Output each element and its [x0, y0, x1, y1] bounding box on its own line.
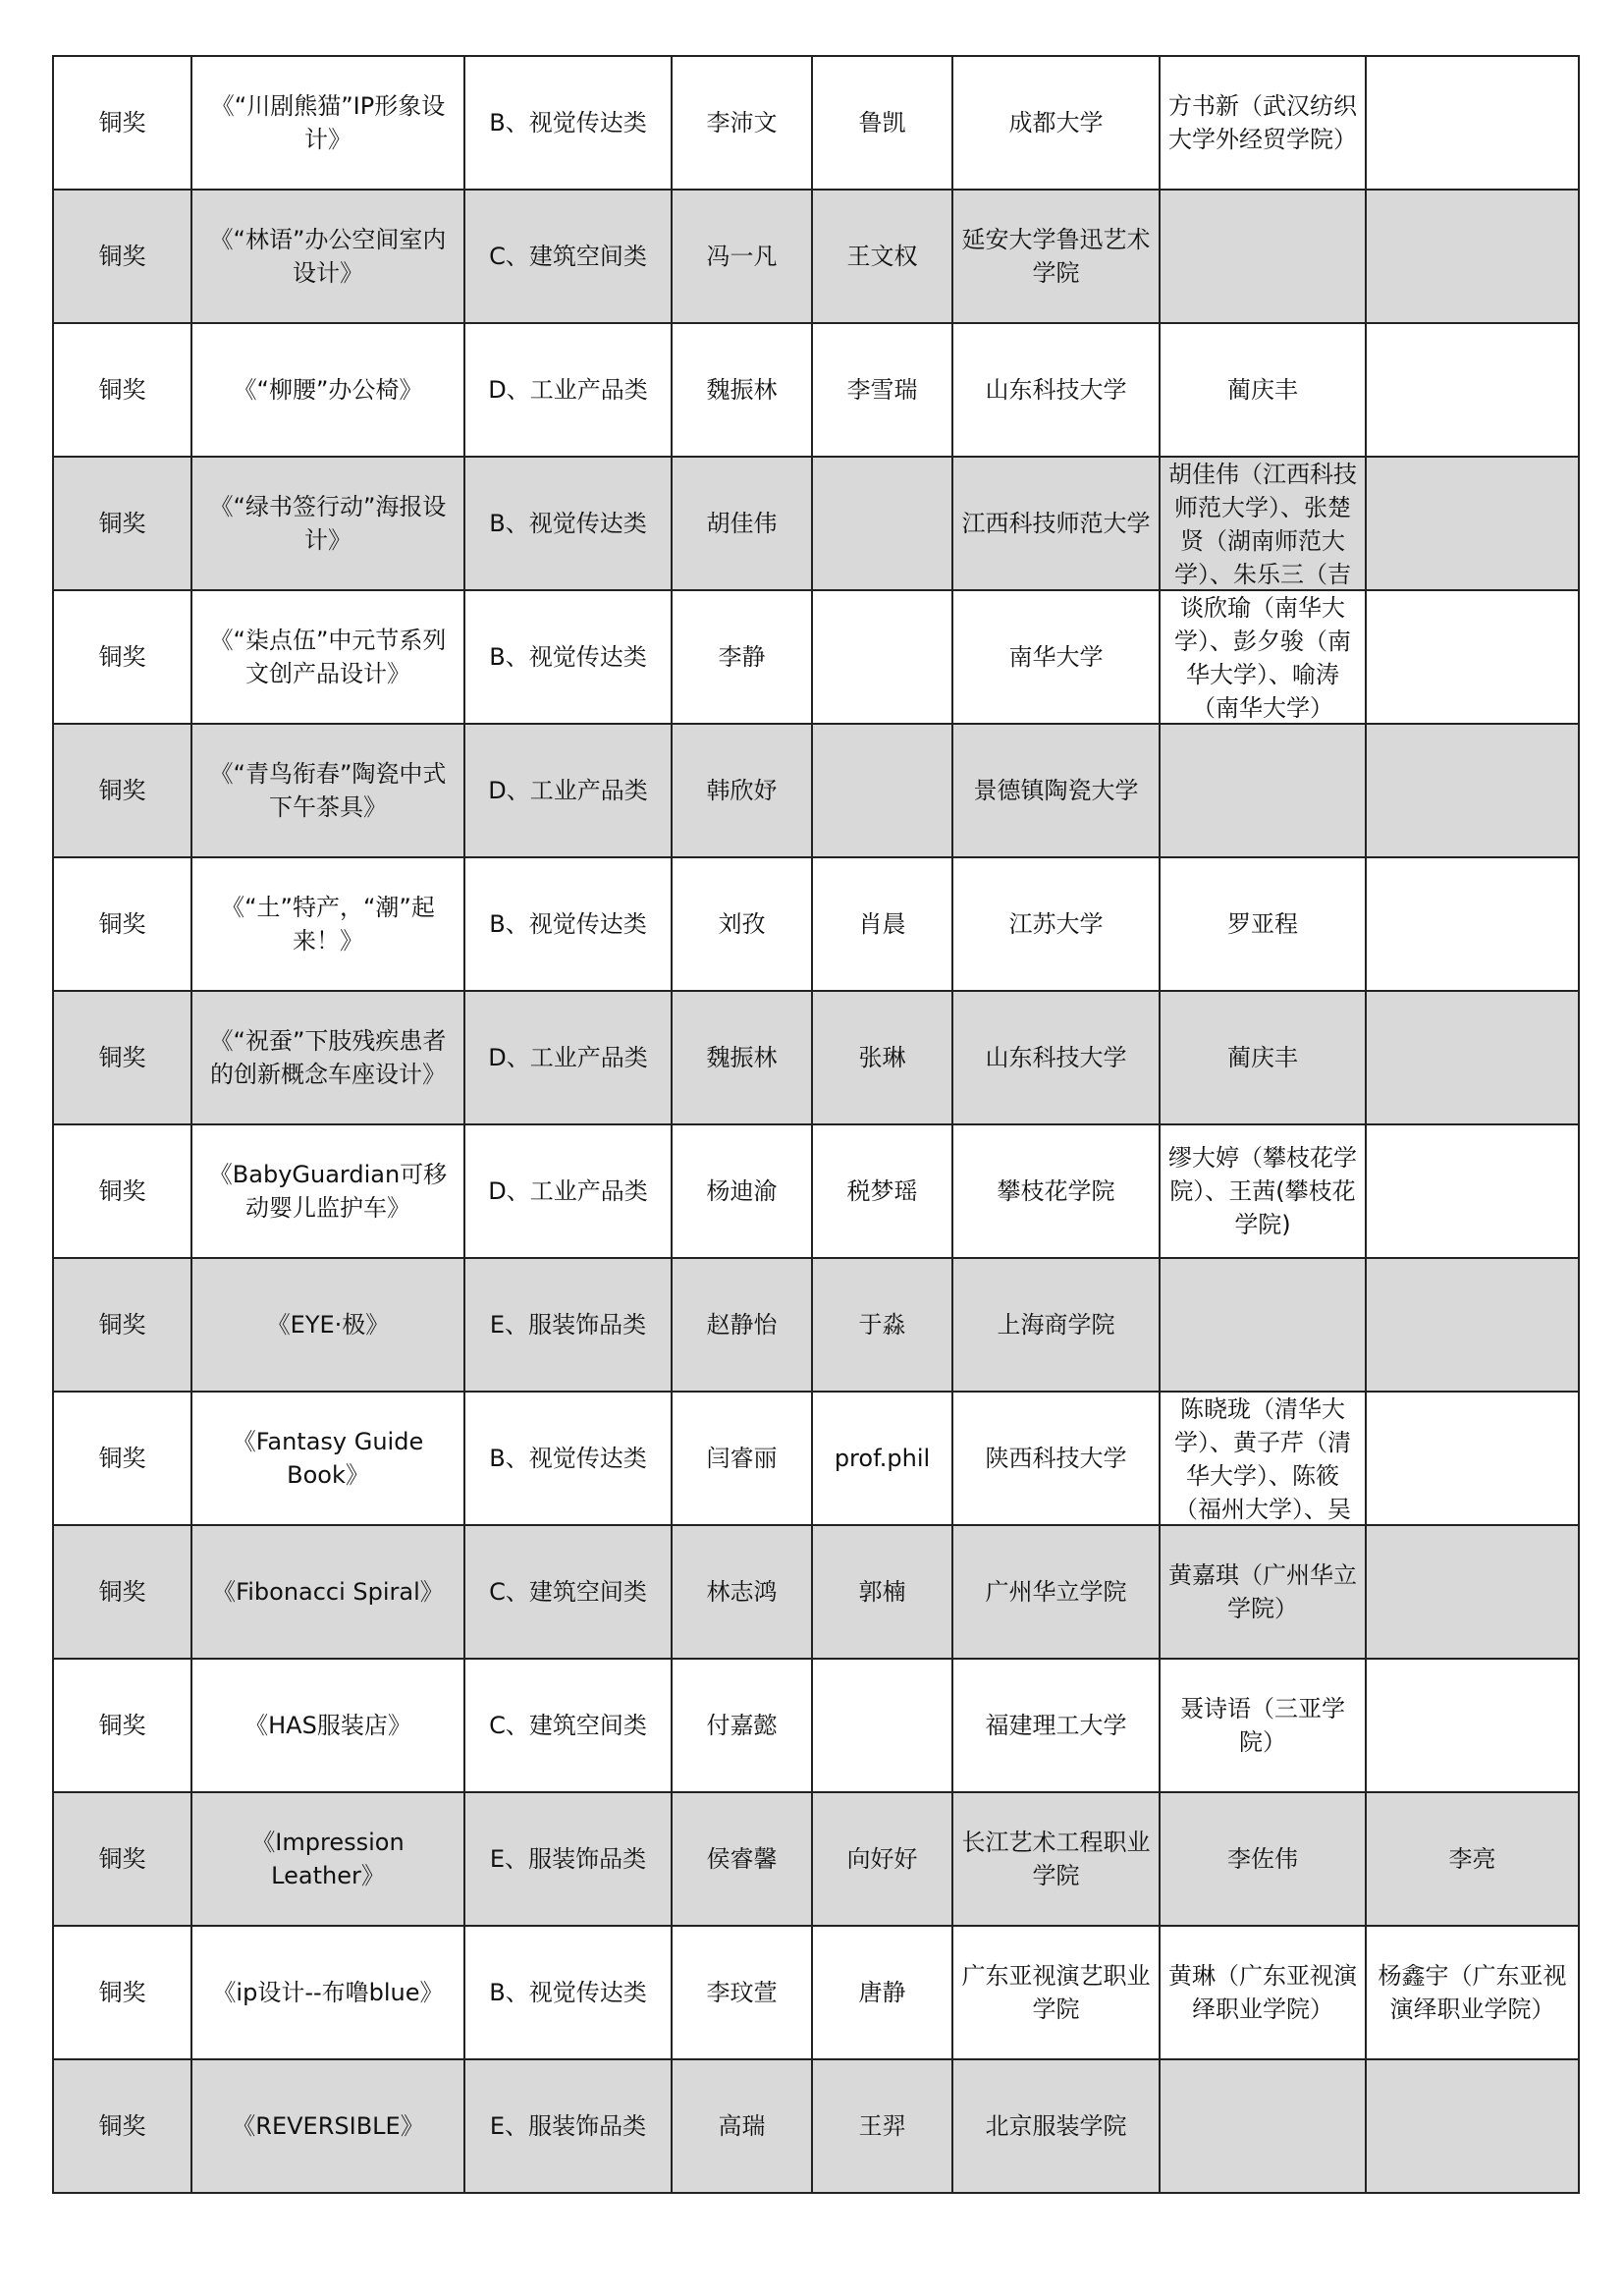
title-cell [191, 991, 464, 1124]
award-cell [53, 1258, 191, 1392]
award-cell [53, 857, 191, 991]
author-cell-text: 赵静怡 [706, 1311, 778, 1339]
award-cell [53, 1926, 191, 2059]
title-cell-text: 《HAS服装店》 [244, 1712, 411, 1739]
title-cell-text: 《REVERSIBLE》 [232, 2112, 424, 2140]
title-cell [191, 1792, 464, 1926]
author-cell-text: 冯一凡 [706, 243, 778, 270]
author-cell [672, 1258, 812, 1392]
category-cell [464, 1525, 672, 1659]
school-cell-text: 陕西科技大学 [985, 1445, 1127, 1472]
category-cell [464, 1792, 672, 1926]
table-row [53, 991, 1579, 1124]
table-row [53, 323, 1579, 457]
category-cell [464, 857, 672, 991]
award-cell [53, 590, 191, 724]
category-cell [464, 457, 672, 590]
category-cell [464, 2059, 672, 2193]
school-cell [952, 857, 1160, 991]
member-cell-text: 李雪瑞 [846, 376, 918, 404]
school-cell [952, 56, 1160, 190]
member-cell-text: 王文权 [846, 243, 918, 270]
school-cell [952, 991, 1160, 1124]
award-cell [53, 1659, 191, 1792]
category-cell-text: B、视觉传达类 [489, 510, 647, 537]
school-cell-text: 江西科技师范大学 [961, 510, 1151, 537]
award-cell-text: 铜奖 [98, 1177, 146, 1205]
advisor-cell-text: 陈晓珑（清华大学）、黄子芹（清华大学）、陈筱（福州大学）、吴 [1174, 1395, 1351, 1523]
member-cell [812, 590, 952, 724]
award-cell [53, 991, 191, 1124]
title-cell [191, 457, 464, 590]
author-cell-text: 高瑞 [718, 2112, 766, 2140]
title-cell [191, 323, 464, 457]
author-cell-text: 刘孜 [718, 910, 766, 938]
title-cell-text: 《“柳腰”办公椅》 [233, 376, 423, 404]
advisor-cell [1160, 1124, 1366, 1258]
author-cell [672, 590, 812, 724]
author-cell [672, 1659, 812, 1792]
author-cell [672, 991, 812, 1124]
member-cell [812, 1792, 952, 1926]
category-cell-text: C、建筑空间类 [489, 1578, 647, 1606]
table-row [53, 457, 1579, 590]
award-cell-text: 铜奖 [98, 1445, 146, 1472]
member-cell-text: 肖晨 [858, 910, 906, 938]
author-cell-text: 侯睿馨 [706, 1845, 778, 1873]
author-cell-text: 魏振林 [706, 1044, 778, 1071]
title-cell-text: 《“土”特产，“潮”起来！》 [221, 894, 435, 955]
category-cell [464, 1926, 672, 2059]
advisor-cell-text: 李佐伟 [1227, 1845, 1298, 1873]
table-row [53, 724, 1579, 857]
table-row [53, 190, 1579, 323]
author-cell [672, 1392, 812, 1525]
category-cell [464, 1258, 672, 1392]
title-cell [191, 1926, 464, 2059]
author-cell-text: 林志鸿 [706, 1578, 778, 1606]
title-cell-text: 《Fantasy Guide Book》 [232, 1428, 424, 1489]
category-cell-text: B、视觉传达类 [489, 910, 647, 938]
title-cell-text: 《“绿书签行动”海报设计》 [209, 493, 447, 554]
school-cell-text: 江苏大学 [1008, 910, 1104, 938]
table-row [53, 1792, 1579, 1926]
school-cell [952, 1124, 1160, 1258]
author-cell [672, 1926, 812, 2059]
school-cell-text: 景德镇陶瓷大学 [973, 777, 1139, 804]
category-cell [464, 323, 672, 457]
author-cell [672, 457, 812, 590]
second-advisor-cell [1366, 991, 1579, 1124]
author-cell [672, 190, 812, 323]
award-cell-text: 铜奖 [98, 1044, 146, 1071]
author-cell-text: 李玟萱 [706, 1979, 778, 2006]
author-cell-text: 李静 [718, 643, 766, 671]
school-cell [952, 724, 1160, 857]
category-cell [464, 56, 672, 190]
title-cell-text: 《“林语”办公空间室内设计》 [209, 226, 447, 287]
title-cell [191, 56, 464, 190]
award-cell [53, 457, 191, 590]
title-cell [191, 1258, 464, 1392]
table-row [53, 1926, 1579, 2059]
second-advisor-cell [1366, 1258, 1579, 1392]
advisor-cell [1160, 2059, 1366, 2193]
member-cell [812, 457, 952, 590]
school-cell [952, 1392, 1160, 1525]
advisor-cell-text: 缪大婷（攀枝花学院）、王茜(攀枝花学院) [1168, 1144, 1357, 1238]
second-advisor-cell [1366, 1659, 1579, 1792]
award-cell [53, 56, 191, 190]
second-advisor-cell [1366, 56, 1579, 190]
table-row [53, 56, 1579, 190]
author-cell-text: 闫睿丽 [706, 1445, 778, 1472]
advisor-cell [1160, 1525, 1366, 1659]
award-cell [53, 1392, 191, 1525]
advisor-cell-text: 谈欣瑜（南华大学）、彭夕骏（南华大学）、喻涛（南华大学） [1174, 594, 1351, 722]
table-row [53, 1392, 1579, 1525]
category-cell-text: E、服装饰品类 [489, 1311, 647, 1339]
title-cell [191, 1124, 464, 1258]
title-cell [191, 1525, 464, 1659]
author-cell-text: 杨迪渝 [706, 1177, 778, 1205]
advisor-cell [1160, 590, 1366, 724]
school-cell-text: 上海商学院 [997, 1311, 1115, 1339]
award-cell-text: 铜奖 [98, 376, 146, 404]
member-cell-text: 向好好 [846, 1845, 918, 1873]
school-cell-text: 延安大学鲁迅艺术学院 [961, 226, 1151, 287]
author-cell [672, 2059, 812, 2193]
title-cell [191, 190, 464, 323]
award-cell-text: 铜奖 [98, 1979, 146, 2006]
advisor-cell [1160, 1392, 1366, 1525]
author-cell [672, 56, 812, 190]
award-cell-text: 铜奖 [98, 243, 146, 270]
award-cell [53, 1792, 191, 1926]
member-cell [812, 323, 952, 457]
award-cell-text: 铜奖 [98, 1845, 146, 1873]
member-cell [812, 2059, 952, 2193]
advisor-cell-text: 黄嘉琪（广州华立学院） [1168, 1561, 1357, 1622]
advisor-cell [1160, 991, 1366, 1124]
award-cell [53, 1124, 191, 1258]
member-cell-text: 郭楠 [858, 1578, 906, 1606]
table-row [53, 1659, 1579, 1792]
title-cell-text: 《ip设计--布噜blue》 [212, 1979, 444, 2006]
member-cell [812, 991, 952, 1124]
awards-table [52, 55, 1580, 2194]
advisor-cell-text: 黄琳（广东亚视演绎职业学院） [1168, 1962, 1357, 2023]
second-advisor-cell [1366, 457, 1579, 590]
category-cell [464, 190, 672, 323]
award-cell-text: 铜奖 [98, 1311, 146, 1339]
member-cell-text: 王羿 [858, 2112, 906, 2140]
category-cell-text: B、视觉传达类 [489, 643, 647, 671]
title-cell-text: 《BabyGuardian可移动婴儿监护车》 [208, 1161, 448, 1222]
school-cell-text: 福建理工大学 [985, 1712, 1127, 1739]
member-cell [812, 1258, 952, 1392]
category-cell [464, 1659, 672, 1792]
table-row [53, 2059, 1579, 2193]
member-cell-text: 于淼 [858, 1311, 906, 1339]
advisor-cell [1160, 323, 1366, 457]
title-cell [191, 1392, 464, 1525]
second-advisor-cell [1366, 724, 1579, 857]
category-cell-text: C、建筑空间类 [489, 1712, 647, 1739]
category-cell [464, 724, 672, 857]
author-cell [672, 1124, 812, 1258]
category-cell [464, 991, 672, 1124]
school-cell-text: 北京服装学院 [985, 2112, 1127, 2140]
school-cell-text: 广州华立学院 [985, 1578, 1127, 1606]
school-cell [952, 1659, 1160, 1792]
member-cell-text: prof.phil [834, 1445, 931, 1472]
author-cell-text: 韩欣妤 [706, 777, 778, 804]
school-cell-text: 广东亚视演艺职业学院 [961, 1962, 1151, 2023]
advisor-cell-text: 蔺庆丰 [1227, 1044, 1298, 1071]
second-advisor-cell-text: 杨鑫宇（广东亚视演绎职业学院） [1378, 1962, 1567, 2023]
table-row [53, 1525, 1579, 1659]
member-cell [812, 190, 952, 323]
award-cell-text: 铜奖 [98, 1712, 146, 1739]
advisor-cell-text: 聂诗语（三亚学院） [1180, 1695, 1345, 1756]
award-cell [53, 724, 191, 857]
school-cell-text: 攀枝花学院 [997, 1177, 1115, 1205]
second-advisor-cell [1366, 190, 1579, 323]
category-cell-text: C、建筑空间类 [489, 243, 647, 270]
title-cell [191, 1659, 464, 1792]
advisor-cell-text: 胡佳伟（江西科技师范大学）、张楚贤（湖南师范大学）、朱乐三（吉 [1168, 461, 1357, 588]
second-advisor-cell-text: 李亮 [1448, 1845, 1496, 1873]
title-cell-text: 《“川剧熊猫”IP形象设计》 [210, 92, 446, 153]
category-cell-text: D、工业产品类 [488, 1044, 648, 1071]
table-row [53, 857, 1579, 991]
member-cell [812, 1926, 952, 2059]
award-cell-text: 铜奖 [98, 109, 146, 137]
category-cell-text: B、视觉传达类 [489, 1445, 647, 1472]
advisor-cell [1160, 724, 1366, 857]
award-cell [53, 2059, 191, 2193]
school-cell [952, 1792, 1160, 1926]
second-advisor-cell [1366, 2059, 1579, 2193]
award-cell-text: 铜奖 [98, 2112, 146, 2140]
advisor-cell-text: 罗亚程 [1227, 910, 1298, 938]
member-cell [812, 1124, 952, 1258]
table-row [53, 1124, 1579, 1258]
advisor-cell [1160, 857, 1366, 991]
advisor-cell [1160, 190, 1366, 323]
award-cell-text: 铜奖 [98, 510, 146, 537]
school-cell [952, 323, 1160, 457]
title-cell-text: 《EYE·极》 [266, 1311, 390, 1339]
award-cell-text: 铜奖 [98, 777, 146, 804]
title-cell [191, 857, 464, 991]
author-cell-text: 胡佳伟 [706, 510, 778, 537]
member-cell [812, 724, 952, 857]
advisor-cell [1160, 1258, 1366, 1392]
award-cell-text: 铜奖 [98, 643, 146, 671]
member-cell [812, 1392, 952, 1525]
title-cell [191, 590, 464, 724]
award-cell [53, 1525, 191, 1659]
title-cell-text: 《“祝蚕”下肢残疾患者的创新概念车座设计》 [209, 1027, 447, 1088]
advisor-cell [1160, 56, 1366, 190]
award-cell [53, 190, 191, 323]
award-cell-text: 铜奖 [98, 1578, 146, 1606]
second-advisor-cell [1366, 323, 1579, 457]
author-cell [672, 724, 812, 857]
member-cell [812, 857, 952, 991]
title-cell-text: 《“青鸟衔春”陶瓷中式下午茶具》 [209, 760, 447, 821]
school-cell [952, 590, 1160, 724]
advisor-cell [1160, 457, 1366, 590]
advisor-cell [1160, 1659, 1366, 1792]
member-cell-text: 唐静 [858, 1979, 906, 2006]
school-cell [952, 2059, 1160, 2193]
table-row [53, 1258, 1579, 1392]
school-cell-text: 南华大学 [1008, 643, 1104, 671]
award-cell [53, 323, 191, 457]
title-cell [191, 724, 464, 857]
school-cell [952, 1926, 1160, 2059]
member-cell [812, 1525, 952, 1659]
school-cell [952, 1258, 1160, 1392]
school-cell [952, 190, 1160, 323]
author-cell [672, 1525, 812, 1659]
title-cell [191, 2059, 464, 2193]
advisor-cell [1160, 1926, 1366, 2059]
category-cell [464, 1124, 672, 1258]
author-cell-text: 李沛文 [706, 109, 778, 137]
second-advisor-cell [1366, 1926, 1579, 2059]
second-advisor-cell [1366, 1525, 1579, 1659]
school-cell [952, 457, 1160, 590]
member-cell [812, 1659, 952, 1792]
title-cell-text: 《Fibonacci Spiral》 [212, 1578, 444, 1606]
title-cell-text: 《Impression Leather》 [251, 1829, 405, 1889]
awards-table-body [53, 56, 1579, 2193]
second-advisor-cell [1366, 1124, 1579, 1258]
award-cell-text: 铜奖 [98, 910, 146, 938]
author-cell [672, 857, 812, 991]
second-advisor-cell [1366, 857, 1579, 991]
second-advisor-cell [1366, 1792, 1579, 1926]
category-cell-text: B、视觉传达类 [489, 109, 647, 137]
table-row [53, 590, 1579, 724]
category-cell [464, 1392, 672, 1525]
school-cell [952, 1525, 1160, 1659]
category-cell [464, 590, 672, 724]
author-cell [672, 1792, 812, 1926]
school-cell-text: 长江艺术工程职业学院 [961, 1829, 1151, 1889]
member-cell [812, 56, 952, 190]
school-cell-text: 山东科技大学 [985, 1044, 1127, 1071]
category-cell-text: E、服装饰品类 [489, 1845, 647, 1873]
category-cell-text: D、工业产品类 [488, 376, 648, 404]
author-cell-text: 付嘉懿 [706, 1712, 778, 1739]
advisor-cell-text: 蔺庆丰 [1227, 376, 1298, 404]
title-cell-text: 《“柒点伍”中元节系列文创产品设计》 [209, 627, 447, 687]
category-cell-text: E、服装饰品类 [489, 2112, 647, 2140]
member-cell-text: 鲁凯 [858, 109, 906, 137]
author-cell [672, 323, 812, 457]
school-cell-text: 成都大学 [1008, 109, 1104, 137]
advisor-cell [1160, 1792, 1366, 1926]
author-cell-text: 魏振林 [706, 376, 778, 404]
member-cell-text: 张琳 [858, 1044, 906, 1071]
category-cell-text: D、工业产品类 [488, 1177, 648, 1205]
category-cell-text: B、视觉传达类 [489, 1979, 647, 2006]
advisor-cell-text: 方书新（武汉纺织大学外经贸学院） [1168, 92, 1357, 153]
category-cell-text: D、工业产品类 [488, 777, 648, 804]
member-cell-text: 税梦瑶 [846, 1177, 918, 1205]
school-cell-text: 山东科技大学 [985, 376, 1127, 404]
second-advisor-cell [1366, 590, 1579, 724]
second-advisor-cell [1366, 1392, 1579, 1525]
